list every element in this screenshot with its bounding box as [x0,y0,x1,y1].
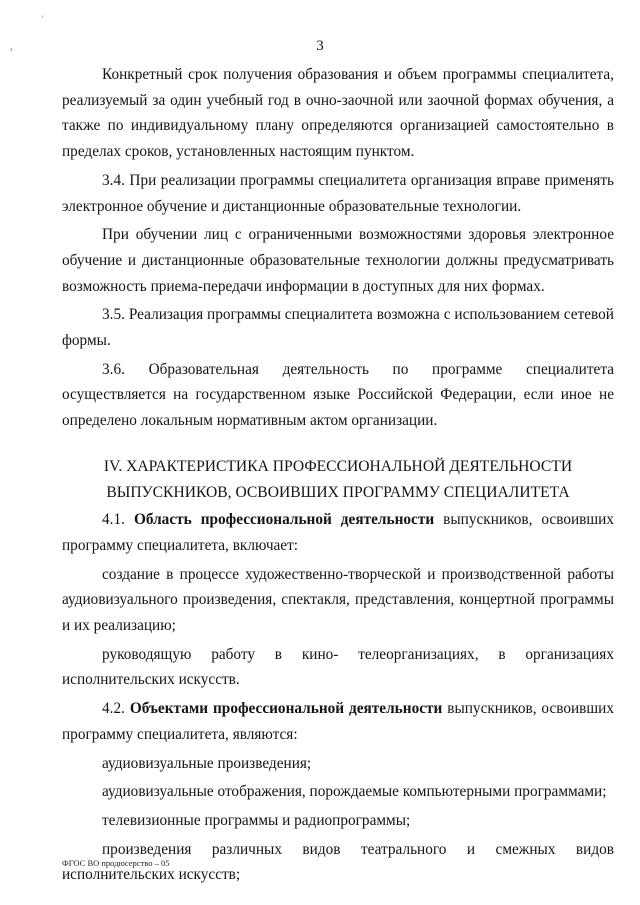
list-item: аудиовизуальные отображения, порождаемые компьютерными программами; [102,783,607,801]
section-heading-line2: ВЫПУСКНИКОВ, ОСВОИВШИХ ПРОГРАММУ СПЕЦИАЛИТЕТА [106,483,570,501]
page-number: 3 [316,38,324,54]
paragraph-4-1 [62,507,614,558]
list-item: телевизионные программы и радиопрограммы; [102,811,411,829]
paragraph-4-2-number: 4.2. [102,700,125,718]
paragraph-3-5: 3.5. Реализация программы специалитета возможна с использованием сетевой формы. [62,306,614,350]
paragraph-4-2-bold: Объектами профессиональной деятельности [129,700,443,718]
paragraph-4-2-text: выпускников, освоивших программу специалитета, являются: [62,700,615,743]
page-footer: ФГОС ВО продюсерство – 05 [62,858,170,868]
paragraph-3-4: 3.4. При реализации программы специалитета организация вправе применять электронное обучение и дистанционные образовательные технологии. [62,171,614,215]
paragraph-disabilities: При обучении лиц с ограниченными возможностями здоровья электронное обучение и дистанционные образовательные технологии должны предусматривать возможность приема-передачи информации в доступных для них формах. [62,226,614,295]
list-item: руководящую работу в кино- телеорганизациях, в организациях исполнительских искусств. [62,645,614,689]
paragraph-term-limits: Конкретный срок получения образования и объем программы специалитета, реализуемый за один учебный год в очно-заочной или заочной формах обучения, а также по индивидуальному плану определяются организацией самостоятельно в пределах сроков, установленных настоящим пунктом. [62,66,614,161]
section-heading [62,454,614,505]
paragraph-4-1-bold: Область профессиональной деятельности [133,511,435,529]
list-item: произведения различных видов театрального и смежных видов исполнительских искусств; [62,840,614,884]
document-body [62,62,614,888]
paragraph-4-1-number: 4.1. [102,511,125,529]
scan-mark: ' [42,14,44,24]
paragraph-4-2 [62,696,614,747]
paragraph-4-1-text: выпускников, освоивших программу специалитета, включает: [62,511,615,554]
scan-mark: ‹ [10,44,13,54]
list-item: аудиовизуальные произведения; [102,754,312,772]
list-item: создание в процессе художественно-творческой и производственной работы аудиовизуального произведения, спектакля, представления, концертной программы и их реализацию; [62,565,614,635]
section-heading-line1: IV. ХАРАКТЕРИСТИКА ПРОФЕССИОНАЛЬНОЙ ДЕЯТЕЛЬНОСТИ [103,457,573,475]
paragraph-3-6: 3.6. Образовательная деятельность по программе специалитета осуществляется на государственном языке Российской Федерации, если иное не определено локальным нормативным актом организации. [62,360,614,430]
